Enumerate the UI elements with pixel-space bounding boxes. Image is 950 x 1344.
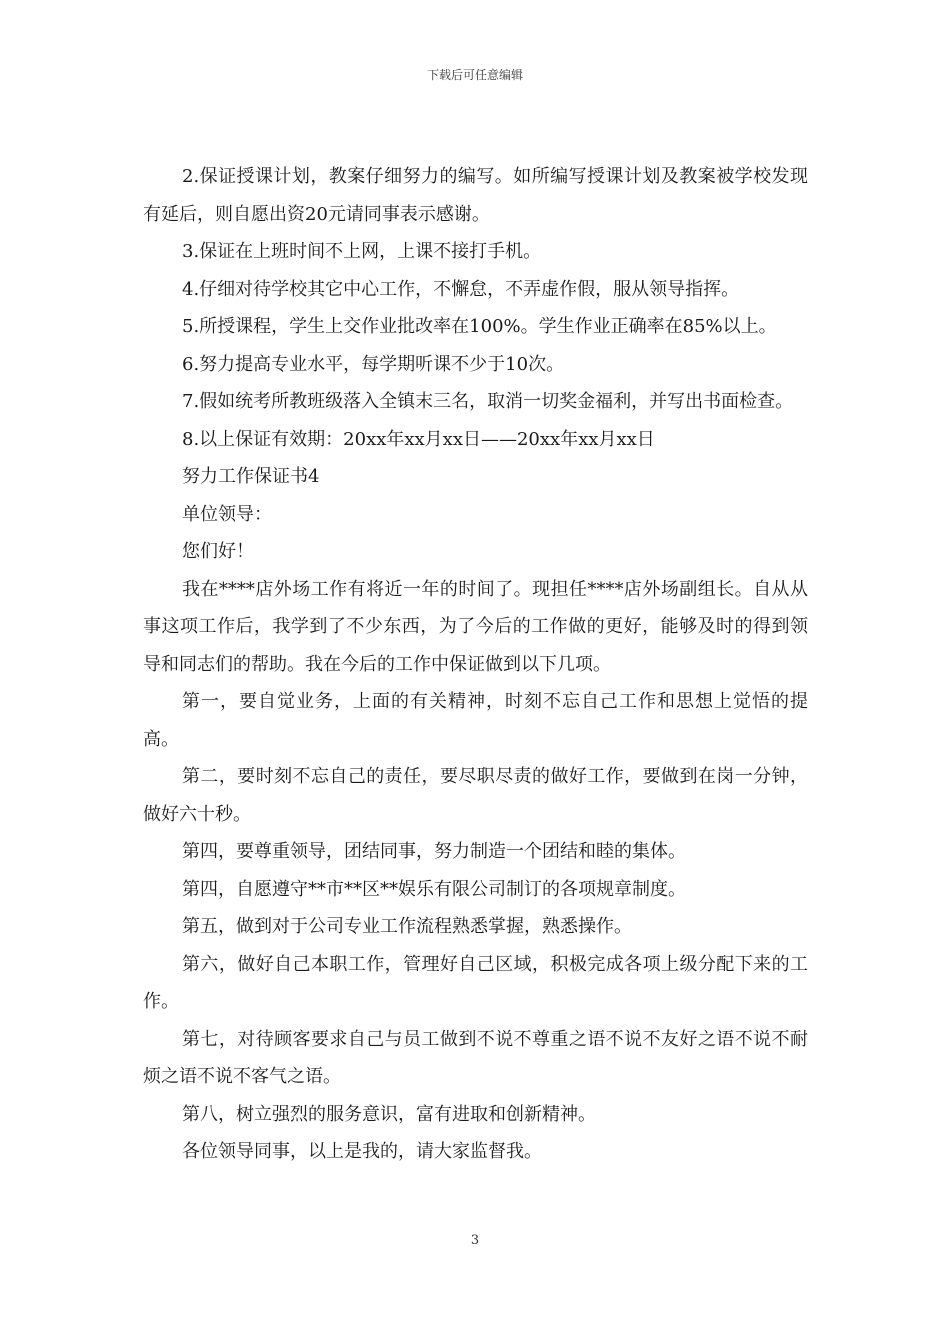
paragraph: 3.保证在上班时间不上网，上课不接打手机。 [182,241,542,262]
paragraph: 第八，树立强烈的服务意识，富有进取和创新精神。 [182,1103,596,1125]
paragraph: 第二，要时刻不忘自己的责任，要尽职尽责的做好工作，要做到在岗一分钟，做好六十秒。 [143,766,808,825]
paragraph: 8.以上保证有效期：20xx年xx月xx日——20xx年xx月xx日 [182,428,655,450]
paragraph: 我在****店外场工作有将近一年的时间了。现担任****店外场副组长。自从从事这项工作后，我学到了不少东西，为了今后的工作做的更好，能够及时的得到领导和同志们的帮助。我在今后的工作中保证做到以下几项。 [143,578,808,675]
paragraph: 第七，对待顾客要求自己与员工做到不说不尊重之语不说不友好之语不说不耐烦之语不说不客气之语。 [143,1028,808,1087]
paragraph: 各位领导同事，以上是我的，请大家监督我。 [182,1141,542,1162]
paragraph: 5.所授课程，学生上交作业批改率在100%。学生作业正确率在85%以上。 [182,316,777,337]
paragraph: 第四，要尊重领导，团结同事，努力制造一个团结和睦的集体。 [182,841,686,862]
paragraph: 6.努力提高专业水平，每学期听课不少于10次。 [182,353,565,375]
paragraph: 2.保证授课计划，教案仔细努力的编写。如所编写授课计划及教案被学校发现有延后，则自愿出资20元请同事表示感谢。 [143,166,808,225]
paragraph: 第四，自愿遵守**市**区**娱乐有限公司制订的各项规章制度。 [182,878,686,900]
paragraph: 第六，做好自己本职工作，管理好自己区域，积极完成各项上级分配下来的工作。 [143,953,808,1012]
salutation: 单位领导： [182,503,272,525]
greeting: 您们好！ [182,541,254,562]
page-header: 下载后可任意编辑 [426,68,523,82]
paragraph: 第一，要自觉业务，上面的有关精神，时刻不忘自己工作和思想上觉悟的提高。 [143,691,808,750]
paragraph: 4.仔细对待学校其它中心工作，不懈怠，不弄虚作假，服从领导指挥。 [182,278,740,300]
page-number: 3 [470,1233,480,1248]
paragraph: 7.假如统考所教班级落入全镇末三名，取消一切奖金福利，并写出书面检查。 [182,391,794,412]
document-body [143,158,808,1171]
section-title: 努力工作保证书4 [182,466,320,487]
paragraph: 第五，做到对于公司专业工作流程熟悉掌握，熟悉操作。 [182,916,632,937]
